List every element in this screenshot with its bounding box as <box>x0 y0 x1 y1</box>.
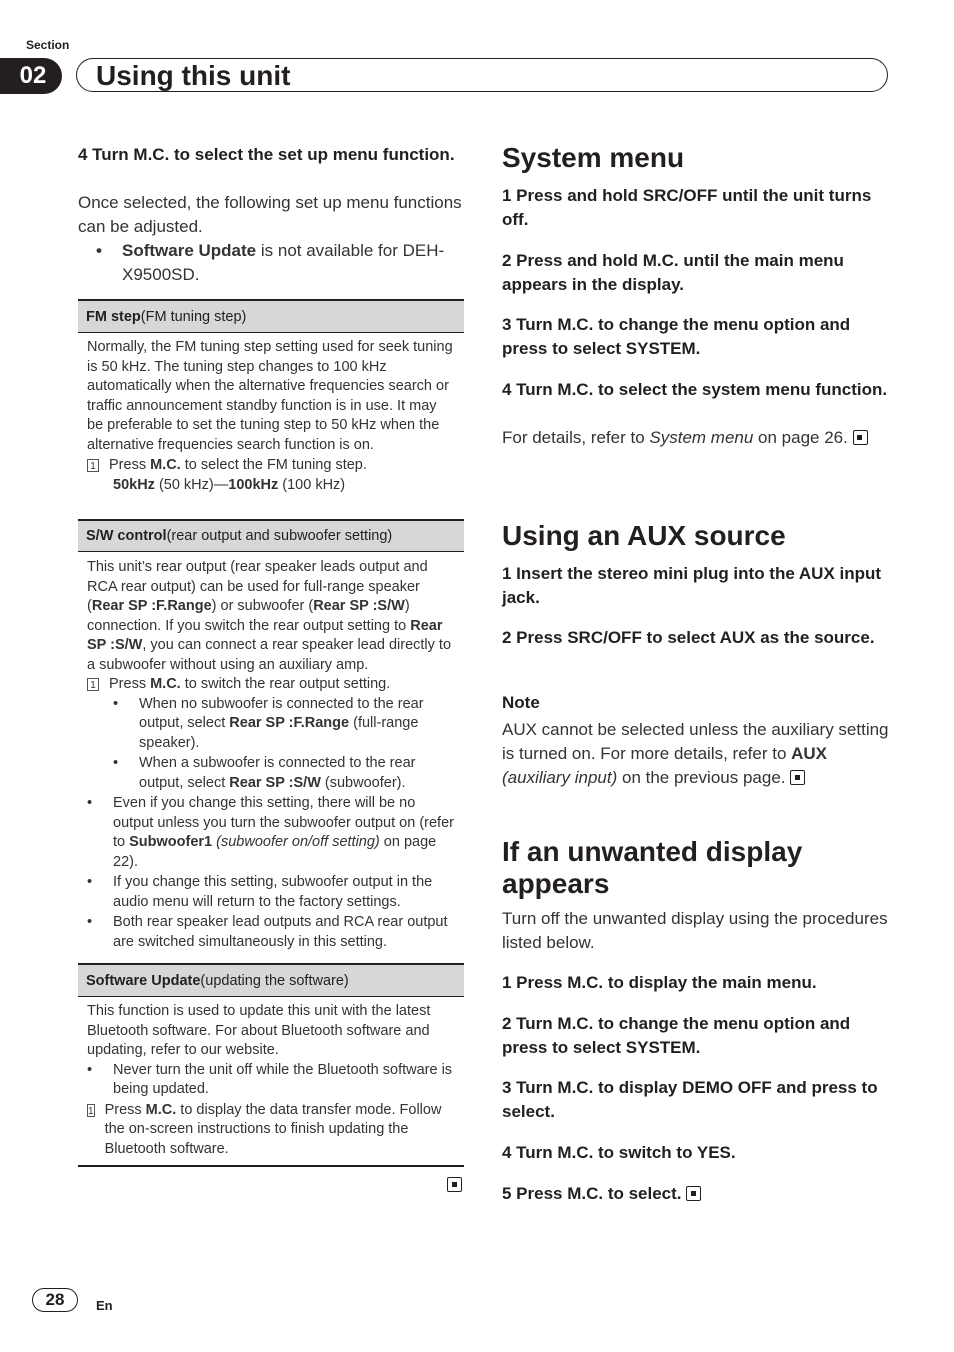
sw-body-3: ) connection. If you switch the rear output setting to <box>87 598 411 634</box>
sw-sub-item-2 <box>87 754 455 793</box>
software-update-bold: Software Update <box>122 241 257 260</box>
fm-option-100khz-desc: (100 kHz) <box>278 476 346 493</box>
page-title: Using this unit <box>96 60 291 91</box>
sw-control-head-rest: (rear output and subwoofer setting) <box>166 528 393 544</box>
sw-update-instruction <box>87 1101 455 1160</box>
fm-step-table-body <box>78 338 464 495</box>
aux-note-bold: AUX <box>791 744 828 763</box>
aux-note-ital: (auxiliary input) <box>502 768 618 787</box>
fm-step-instruction-post: to select the FM tuning step. <box>180 457 367 473</box>
step-number-icon: 1 <box>87 459 99 472</box>
sw-body-b3: Rear SP :S/W <box>87 617 443 653</box>
fm-option-50khz: 50kHz <box>113 476 155 493</box>
sw-update-table-body <box>78 1002 464 1159</box>
fm-step-instruction-pre: Press <box>109 457 151 473</box>
display-step-1: 1 Press M.C. to display the main menu. <box>502 973 817 992</box>
sw-update-instr-post: to display the data transfer mode. Follow the on-screen instructions to finish updating the Bluetooth software. <box>104 1101 442 1157</box>
fm-step-head-bold: FM step <box>86 308 141 325</box>
sw-note1-pre: Even if you change this setting, there will be no output unless you turn the subwoofer output on (refer to <box>113 795 454 850</box>
sw-sub2-bold: Rear SP :S/W <box>229 774 321 791</box>
fm-step-head-rest: (FM tuning step) <box>140 308 247 325</box>
system-step-2: 2 Press and hold M.C. until the main menu appears in the display. <box>502 251 844 294</box>
aux-note-body <box>502 718 892 790</box>
software-update-note: • Software Update is not available for DEH-X9500SD. <box>96 241 445 284</box>
aux-heading: Using an AUX source <box>502 520 786 551</box>
sw-sub2-post: (subwoofer). <box>320 774 406 791</box>
aux-note-heading: Note <box>502 693 540 712</box>
system-body-pre: For details, refer to <box>502 428 650 447</box>
sw-sub1-pre: When no subwoofer is connected to the rear output, select <box>139 695 424 731</box>
sw-body-2: ) or subwoofer ( <box>211 598 314 614</box>
sw-control-instruction <box>87 675 455 695</box>
sw-body-b2: Rear SP :S/W <box>313 598 405 614</box>
sw-body-b1: Rear SP :F.Range <box>91 598 212 614</box>
aux-note-post: on the previous page. <box>617 768 786 787</box>
end-mark-icon <box>447 1177 462 1195</box>
sw-instr-pre: Press <box>109 676 151 692</box>
sw-update-bullet-text: Never turn the unit off while the Bluetooth software is being updated. <box>113 1061 453 1097</box>
sw-update-table-header <box>78 963 464 997</box>
bullet-icon: • <box>87 874 93 890</box>
section-number-badge: 02 <box>0 58 62 94</box>
page-number: 28 <box>32 1288 78 1312</box>
display-step-4: 4 Turn M.C. to switch to YES. <box>502 1143 736 1162</box>
sw-control-head-bold: S/W control <box>86 528 167 544</box>
sw-instr-bold: M.C. <box>150 676 181 692</box>
sw-sub2-pre: When a subwoofer is connected to the rear output, select <box>139 755 416 791</box>
step-number-icon: 1 <box>87 678 99 691</box>
bullet-icon: • <box>87 914 93 930</box>
sw-update-instr-bold: M.C. <box>145 1101 177 1118</box>
fm-step-table-header <box>78 299 464 333</box>
fm-step-instruction <box>87 456 455 476</box>
display-intro: Turn off the unwanted display using the procedures listed below. <box>502 909 888 952</box>
software-update-note-text: is not available for DEH-X9500SD. <box>122 241 445 284</box>
aux-step-2: 2 Press SRC/OFF to select AUX as the source. <box>502 628 875 647</box>
table-bottom-rule <box>78 1165 464 1167</box>
sw-note1-ital: (subwoofer on/off setting) <box>212 834 380 850</box>
system-step-4: 4 Turn M.C. to select the system menu function. <box>502 380 888 399</box>
bullet-icon: • <box>87 795 93 811</box>
sw-note3-text: Both rear speaker lead outputs and RCA rear output are switched simultaneously in this setting. <box>113 914 448 950</box>
sw-body-4: , you can connect a rear speaker lead directly to a subwoofer without using an auxiliary amp. <box>87 637 452 673</box>
fm-step-options <box>87 476 455 496</box>
sw-instr-post: to switch the rear output setting. <box>180 676 391 692</box>
section-label: Section <box>26 38 70 52</box>
system-step-3: 3 Turn M.C. to change the menu option and press to select SYSTEM. <box>502 315 851 358</box>
sw-note2-text: If you change this setting, subwoofer output in the audio menu will return to the factory settings. <box>113 874 433 910</box>
sw-update-bullet <box>87 1061 455 1100</box>
setup-step-4: 4 Turn M.C. to select the set up menu function. <box>78 145 455 164</box>
display-step-5 <box>502 1182 892 1206</box>
sw-control-table-header <box>78 519 464 552</box>
bullet-icon: • <box>87 1061 93 1078</box>
end-mark-icon <box>686 1186 701 1201</box>
setup-step-4-body: Once selected, the following set up menu functions can be adjusted. <box>78 193 462 236</box>
sw-note1-bold: Subwoofer1 <box>129 834 213 850</box>
aux-step-1: 1 Insert the stereo mini plug into the AUX input jack. <box>502 564 882 607</box>
sw-sub1-post: (full-range speaker). <box>139 715 419 751</box>
sw-body-1: This unit’s rear output (rear speaker leads output and RCA rear output) can be used for full-range speaker ( <box>87 559 428 614</box>
sw-note-3 <box>87 913 455 952</box>
system-body-post: on page 26. <box>753 428 848 447</box>
language-label: En <box>96 1298 113 1313</box>
display-step-3: 3 Turn M.C. to display DEMO OFF and press to select. <box>502 1078 878 1121</box>
end-mark-icon <box>790 770 805 785</box>
system-step-1: 1 Press and hold SRC/OFF until the unit turns off. <box>502 186 872 229</box>
sw-update-head-bold: Software Update <box>86 972 201 989</box>
sw-note1-post: on page 22). <box>113 834 437 870</box>
step-number-icon: 1 <box>88 1105 94 1117</box>
fm-step-instruction-bold: M.C. <box>150 457 181 473</box>
sw-update-head-rest: (updating the software) <box>200 972 349 989</box>
bullet-icon: • <box>113 755 119 771</box>
sw-control-description <box>87 558 455 675</box>
end-mark-icon <box>853 430 868 445</box>
sw-control-table-body <box>78 558 464 952</box>
fm-option-100khz: 100kHz <box>228 476 279 493</box>
system-body-ital: System menu <box>649 428 754 447</box>
fm-step-description: Normally, the FM tuning step setting used for seek tuning is 50 kHz. The tuning step changes to 100 kHz automatically when the alternative frequencies search or traffic announcement standby function is in use. It may be preferable to set the tuning step to 50 kHz when the alternative frequencies search function is on. <box>87 339 453 453</box>
display-step-5-text: 5 Press M.C. to select. <box>502 1184 682 1203</box>
display-step-2: 2 Turn M.C. to change the menu option and press to select SYSTEM. <box>502 1014 851 1057</box>
display-heading: If an unwanted display appears <box>502 836 803 899</box>
fm-option-50khz-desc: (50 kHz)— <box>154 476 229 493</box>
sw-sub-item-1 <box>87 695 455 754</box>
aux-note-pre: AUX cannot be selected unless the auxiliary setting is turned on. For more details, refer to <box>502 720 889 763</box>
sw-sub1-bold: Rear SP :F.Range <box>229 715 350 731</box>
sw-update-instr-pre: Press <box>104 1101 146 1118</box>
bullet-icon: • <box>113 695 119 712</box>
sw-note-2 <box>87 873 455 912</box>
system-menu-heading: System menu <box>502 142 685 173</box>
sw-note-1 <box>87 794 455 872</box>
system-step-4-body <box>502 426 892 450</box>
sw-update-description: This function is used to update this unit with the latest Bluetooth software. For about Bluetooth software and updating, refer to our website. <box>87 1003 431 1058</box>
